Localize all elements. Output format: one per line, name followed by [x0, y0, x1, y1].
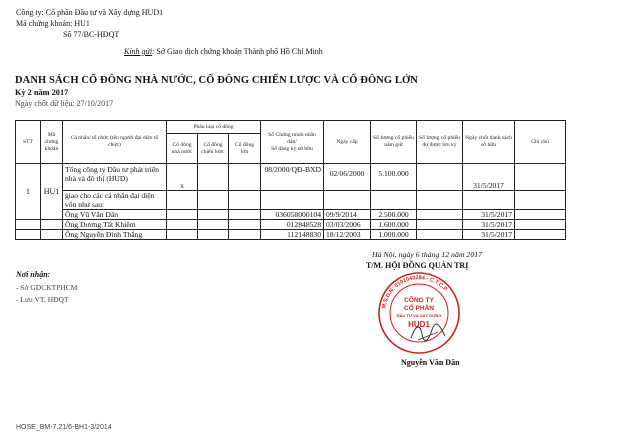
document-number: Số 77/BC-HĐQT: [63, 30, 120, 39]
issue-date-header: Ngày cấp: [324, 121, 371, 164]
place-date: Hà Nội, ngày 6 tháng 12 năm 2017: [372, 250, 483, 259]
recipient-line: [124, 47, 323, 57]
rep-date-cell: 03/03/2006: [324, 220, 371, 230]
stock-code: Mã chứng khoán: HU1: [16, 19, 90, 28]
rep-closing-cell: 31/5/2017: [463, 210, 515, 220]
code-header: Mã chứng khoán: [41, 121, 63, 164]
org-issue-date-cell: 02/06/2000: [324, 164, 371, 191]
to-value: : Sở Giao dịch chứng khoán Thành phố Hồ Chí Minh: [152, 47, 323, 56]
stamp-line-4: HUD1: [408, 320, 430, 329]
table-row: [16, 191, 566, 210]
recipients-label: Nơi nhận:: [16, 270, 51, 279]
to-label: Kính gửi: [124, 47, 153, 56]
name-header: Cá nhân/ tổ chức (tên người đại diện tổ chức): [63, 121, 167, 164]
org-id-cell: 08/2000/QĐ-BXD: [261, 164, 324, 191]
stamp-line-1: CÔNG TY: [404, 297, 434, 304]
record-date: Ngày chốt dữ liệu: 27/10/2017: [15, 99, 114, 108]
signer-name: Nguyễn Văn Dân: [401, 358, 460, 367]
strategic-header: Cổ đông chiến lược: [198, 134, 229, 164]
rep-id-cell: 036058000104: [261, 210, 324, 220]
form-code: HOSE_BM-7.21/6-BH1-3/2014: [16, 424, 112, 431]
rep-id-cell: 012848528: [261, 220, 324, 230]
report-period: Kỳ 2 năm 2017: [15, 88, 69, 97]
rep-id-cell: 112148830: [261, 230, 324, 240]
page-title: DANH SÁCH CỔ ĐÔNG NHÀ NƯỚC, CỔ ĐÔNG CHIẾN LƯỢC VÀ CỔ ĐÔNG LỚN: [15, 75, 418, 86]
code-cell: HU1: [41, 164, 63, 220]
shares-header: Số lượng cổ phiếu nắm giữ: [371, 121, 417, 164]
stamp-line-2: CỔ PHẦN: [404, 305, 434, 312]
rep-shares-cell: 1.600.000: [371, 220, 417, 230]
state-header: Cổ đông nhà nước: [167, 134, 198, 164]
stt-cell: 1: [16, 164, 41, 220]
stamp-line-3: ĐẦU TƯ VÀ XÂY DỰNG: [396, 313, 442, 318]
rep-name-cell: Ông Dương Tất Khiêm: [63, 220, 167, 230]
group-header: Phân loại cổ đông: [167, 121, 261, 134]
rep-name-cell: Ông Nguyễn Đình Thắng: [63, 230, 167, 240]
org-shares-cell: 5.100.000: [371, 164, 417, 191]
closing-date-header: Ngày chốt danh sách sở hữu: [463, 121, 515, 164]
id-header: [261, 121, 324, 164]
recipient-item: - Sở GDCKTPHCM: [16, 283, 78, 292]
stt-header: STT: [16, 121, 41, 164]
board-title: T/M. HỘI ĐỒNG QUẢN TRỊ: [366, 261, 469, 270]
assign-text-cell: giao cho các cá nhân đại diện vốn như sau:: [63, 191, 167, 210]
stamp-ring-text: M.S.D.N: 0101043284 - C.T.C.P: [381, 274, 449, 310]
org-name-cell: Tổng công ty Đầu tư phát triển nhà và đô thị (HUD): [63, 164, 167, 191]
id-header-line1: Số Chứng minh nhân dân/: [268, 131, 316, 145]
rep-shares-cell: 2.500.000: [371, 210, 417, 220]
table-row: [16, 230, 566, 240]
table-row: [16, 210, 566, 220]
rep-name-cell: Ông Vũ Văn Dân: [63, 210, 167, 220]
recipient-item: - Lưu VT, HĐQT: [16, 295, 69, 304]
rep-date-cell: 18/12/2003: [324, 230, 371, 240]
major-header: Cổ đông lớn: [229, 134, 261, 164]
org-state-cell: x: [167, 164, 198, 191]
rep-shares-cell: 1.000.000: [371, 230, 417, 240]
rep-closing-cell: 31/5/2017: [463, 230, 515, 240]
id-header-line2: Số đăng ký sở hữu: [271, 145, 313, 152]
signature-mark: [408, 320, 448, 346]
rep-closing-cell: 31/5/2017: [463, 220, 515, 230]
shareholder-table: [15, 120, 566, 240]
rep-date-cell: 09/9/2014: [324, 210, 371, 220]
company-name: Công ty: Cổ phần Đầu tư và Xây dựng HUD1: [16, 8, 164, 17]
org-closing-date-cell: 31/5/2017: [463, 164, 515, 191]
note-header: Ghi chú: [515, 121, 566, 164]
table-row: [16, 220, 566, 230]
table-row: [16, 164, 566, 191]
planned-header: Số lượng cổ phiếu dự được lưu ký: [417, 121, 463, 164]
table-header-row: [16, 121, 566, 134]
